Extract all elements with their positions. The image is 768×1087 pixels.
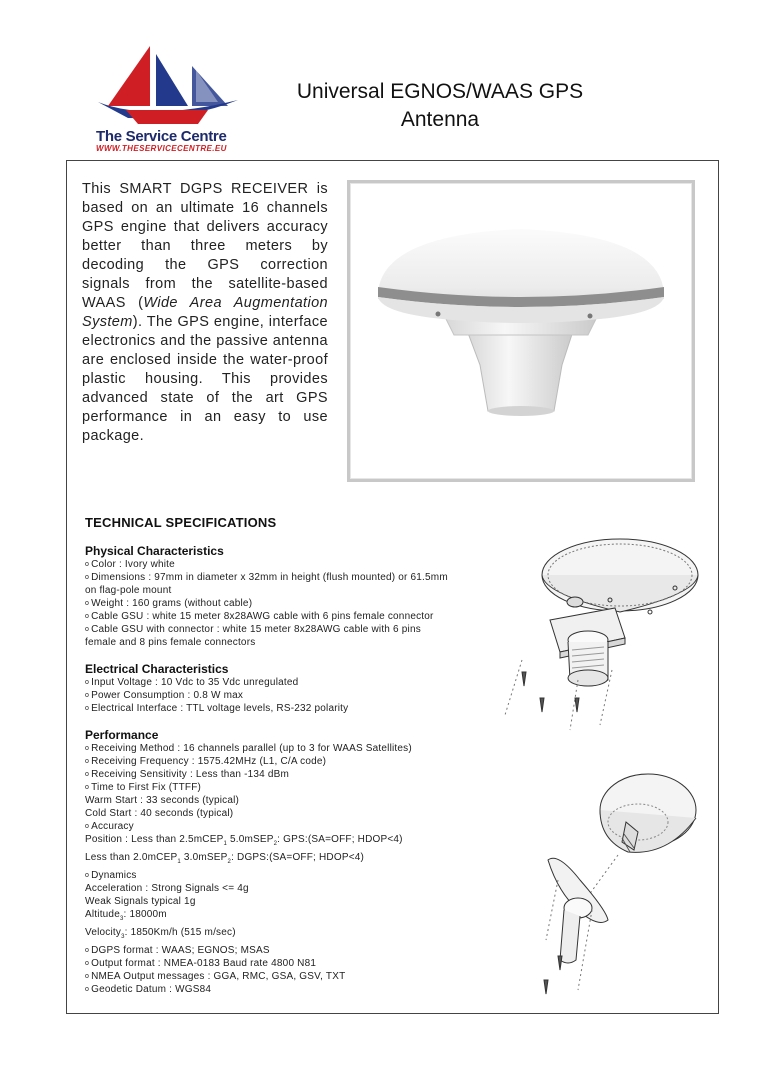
intro-paragraph — [82, 180, 328, 446]
pole-mount-drawing — [518, 760, 708, 1000]
spec-cable-gsu-connector: o Cable GSU with connector : white 15 meter 8x28AWG cable with 6 pins female and 8 pins female connectors — [85, 624, 421, 648]
spec-output-format: o Output format : NMEA-0183 Baud rate 4800 N81 — [85, 958, 317, 969]
bullet: o — [85, 947, 90, 954]
title-line-1: Universal EGNOS/WAAS GPS — [296, 80, 584, 103]
logo-url: WWW.THESERVICECENTRE.EU — [96, 144, 227, 153]
spec-nmea-messages: o NMEA Output messages : GGA, RMC, GSA, GSV, TXT — [85, 971, 346, 982]
product-photo-frame — [347, 180, 695, 482]
performance-title: Performance — [85, 728, 159, 742]
spec-velocity: Velocity$_3$: 1850Km/h (515 m/sec) — [85, 927, 236, 940]
bullet: o — [85, 758, 90, 765]
antenna-photo — [350, 183, 692, 479]
spec-ttff: o Time to First Fix (TTFF) — [85, 782, 202, 793]
bullet: o — [85, 705, 90, 712]
intro-text-italic: Wide Area Augmentation System — [82, 295, 329, 330]
title-line-2: Antenna — [400, 108, 480, 131]
spec-receiving-sensitivity: o Receiving Sensitivity : Less than -134 dBm — [85, 769, 290, 780]
spec-dgps-format: o DGPS format : WAAS; EGNOS; MSAS — [85, 945, 270, 956]
spec-warm-start: Warm Start : 33 seconds (typical) — [85, 795, 240, 806]
spec-power: o Power Consumption : 0.8 W max — [85, 690, 244, 701]
spec-interface: o Electrical Interface : TTL voltage levels, RS-232 polarity — [85, 703, 349, 714]
bullet: o — [85, 872, 90, 879]
spec-dynamics: o Dynamics — [85, 870, 137, 881]
bullet: o — [85, 973, 90, 980]
bullet: o — [85, 986, 90, 993]
specs-heading: TECHNICAL SPECIFICATIONS — [85, 515, 277, 530]
spec-dimensions: o Dimensions : 97mm in diameter x 32mm in height (flush mounted) or 61.5mm on flag-pole mount — [85, 572, 448, 596]
bullet: o — [85, 771, 90, 778]
spec-accuracy: o Accuracy — [85, 821, 134, 832]
spec-cold-start: Cold Start : 40 seconds (typical) — [85, 808, 234, 819]
technical-specifications — [85, 515, 455, 1009]
bullet: o — [85, 626, 90, 633]
spec-color: o Color : Ivory white — [85, 559, 175, 570]
performance-section — [85, 728, 455, 996]
intro-text-2: ). The GPS engine, interface electronics and the passive antenna are enclosed inside the water-proof plastic housing. This provides advanced state of the art GPS performance in an easy to use package. — [82, 314, 328, 444]
bullet: o — [85, 561, 90, 568]
logo-company-name: The Service Centre — [96, 128, 227, 145]
logo-text — [96, 128, 227, 153]
physical-title: Physical Characteristics — [85, 544, 224, 558]
spec-cable-gsu: o Cable GSU : white 15 meter 8x28AWG cable with 6 pins female connector — [85, 611, 434, 622]
spec-weight: o Weight : 160 grams (without cable) — [85, 598, 253, 609]
spec-input-voltage: o Input Voltage : 10 Vdc to 35 Vdc unregulated — [85, 677, 299, 688]
bullet: o — [85, 600, 90, 607]
bullet: o — [85, 574, 90, 581]
spec-acceleration: Acceleration : Strong Signals <= 4g — [85, 883, 249, 894]
bullet: o — [85, 823, 90, 830]
spec-receiving-method: o Receiving Method : 16 channels parallel (up to 3 for WAAS Satellites) — [85, 743, 412, 754]
spec-position-gps: Position : Less than 2.5mCEP$_1$ 5.0mSEP$_2$: GPS:(SA=OFF; HDOP<4) — [85, 834, 403, 847]
spec-weak-signals: Weak Signals typical 1g — [85, 896, 196, 907]
document-title — [240, 78, 640, 134]
intro-text-1: This SMART DGPS RECEIVER is based on an ultimate 16 channels GPS engine that delivers accuracy better than three meters by decoding the GPS correction signals from the satellite-based WAAS ( — [82, 181, 328, 311]
electrical-title: Electrical Characteristics — [85, 662, 229, 676]
bullet: o — [85, 784, 90, 791]
physical-section — [85, 544, 455, 649]
electrical-section — [85, 662, 455, 715]
bullet: o — [85, 745, 90, 752]
spec-altitude: Altitude$_3$: 18000m — [85, 909, 167, 922]
bullet: o — [85, 679, 90, 686]
spec-receiving-frequency: o Receiving Frequency : 1575.42MHz (L1, C/A code) — [85, 756, 327, 767]
spec-position-dgps: Less than 2.0mCEP$_1$ 3.0mSEP$_2$: DGPS:(SA=OFF; HDOP<4) — [85, 852, 365, 865]
bullet: o — [85, 692, 90, 699]
bullet: o — [85, 960, 90, 967]
bullet: o — [85, 613, 90, 620]
flush-mount-drawing — [500, 520, 700, 735]
spec-geodetic-datum: o Geodetic Datum : WGS84 — [85, 984, 212, 995]
